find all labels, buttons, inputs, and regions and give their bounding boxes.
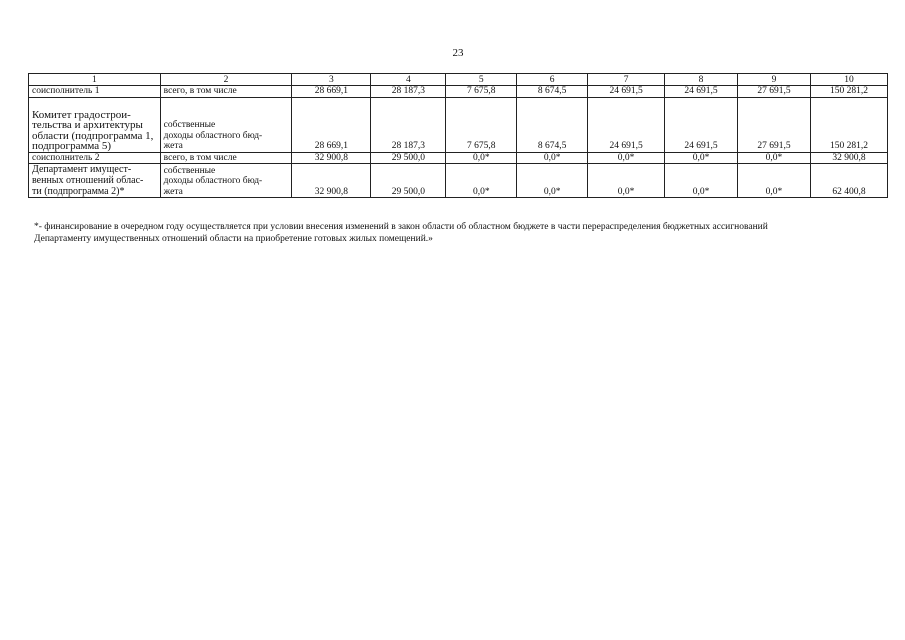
table-cell: 28 669,1 xyxy=(292,97,371,152)
total-label: всего, в том числе xyxy=(160,152,292,164)
table-cell: 62 400,8 xyxy=(810,164,887,198)
column-number-header: 10 xyxy=(810,74,887,86)
executor-label: соисполнитель 2 xyxy=(29,152,161,164)
column-number-row xyxy=(29,74,888,86)
funding-source-label xyxy=(160,97,292,152)
table-cell: 0,0* xyxy=(588,164,665,198)
executor-name-line: ти (подпрограмма 2)* xyxy=(32,186,125,197)
footnote xyxy=(34,221,884,245)
footnote-line: Департаменту имущественных отношений области на приобретение готовых жилых помещений.» xyxy=(34,234,433,244)
table-cell: 0,0* xyxy=(517,164,588,198)
column-number-header: 2 xyxy=(160,74,292,86)
executor-name-line: Комитет градострои- xyxy=(32,108,131,121)
table-row xyxy=(29,97,888,152)
executor-name-line: венных отношений облас- xyxy=(32,175,144,186)
total-label: всего, в том числе xyxy=(160,86,292,98)
column-number-header: 6 xyxy=(517,74,588,86)
executor-name-line: подпрограмма 5) xyxy=(32,140,112,152)
table-cell: 0,0* xyxy=(665,164,738,198)
table-row xyxy=(29,152,888,164)
table-cell: 0,0* xyxy=(588,152,665,164)
executor-name-line: области (подпрограмма 1, xyxy=(32,129,154,142)
table-cell: 0,0* xyxy=(446,152,517,164)
table-cell: 24 691,5 xyxy=(588,97,665,152)
table-cell: 150 281,2 xyxy=(810,97,887,152)
footnote-line: *- финансирование в очередном году осуществляется при условии внесения изменений в закон области об областном бюджете в части перераспределения бюджетных ассигнований xyxy=(34,222,768,232)
funding-source-line: доходы областного бюд- xyxy=(163,130,263,141)
table-cell: 0,0* xyxy=(446,164,517,198)
table-row xyxy=(29,86,888,98)
executor-name-line: тельства и архитектуры xyxy=(32,119,143,131)
funding-source-label xyxy=(160,164,292,198)
executor-name xyxy=(29,97,161,152)
page-number: 23 xyxy=(452,47,464,59)
table-cell: 150 281,2 xyxy=(810,86,887,98)
table-cell: 24 691,5 xyxy=(665,86,738,98)
funding-source-line: собственные xyxy=(163,120,216,130)
table-cell: 32 900,8 xyxy=(292,152,371,164)
table-cell: 32 900,8 xyxy=(810,152,887,164)
table-cell: 27 691,5 xyxy=(738,97,811,152)
executor-name xyxy=(29,164,161,198)
funding-source-line: жета xyxy=(163,186,183,197)
table-cell: 32 900,8 xyxy=(292,164,371,198)
table-row xyxy=(29,164,888,198)
executor-label: соисполнитель 1 xyxy=(29,86,161,98)
table-cell: 7 675,8 xyxy=(446,86,517,98)
table-cell: 29 500,0 xyxy=(371,152,446,164)
executor-name-line: Департамент имущест- xyxy=(32,164,132,175)
table-cell: 7 675,8 xyxy=(446,97,517,152)
table-cell: 0,0* xyxy=(738,152,811,164)
table-cell: 29 500,0 xyxy=(371,164,446,198)
table-cell: 0,0* xyxy=(738,164,811,198)
column-number-header: 9 xyxy=(738,74,811,86)
column-number-header: 3 xyxy=(292,74,371,86)
funding-source-line: собственные xyxy=(163,165,216,176)
table-cell: 28 669,1 xyxy=(292,86,371,98)
funding-source-line: доходы областного бюд- xyxy=(163,176,263,186)
budget-table xyxy=(28,73,888,198)
table-cell: 28 187,3 xyxy=(371,86,446,98)
column-number-header: 7 xyxy=(588,74,665,86)
table-cell: 0,0* xyxy=(517,152,588,164)
table-cell: 24 691,5 xyxy=(588,86,665,98)
funding-source-line: жета xyxy=(163,141,183,151)
column-number-header: 4 xyxy=(371,74,446,86)
table-cell: 0,0* xyxy=(665,152,738,164)
table-cell: 24 691,5 xyxy=(665,97,738,152)
table-cell: 8 674,5 xyxy=(517,86,588,98)
table-cell: 8 674,5 xyxy=(517,97,588,152)
column-number-header: 8 xyxy=(665,74,738,86)
column-number-header: 1 xyxy=(29,74,161,86)
table-cell: 27 691,5 xyxy=(738,86,811,98)
column-number-header: 5 xyxy=(446,74,517,86)
table-cell: 28 187,3 xyxy=(371,97,446,152)
